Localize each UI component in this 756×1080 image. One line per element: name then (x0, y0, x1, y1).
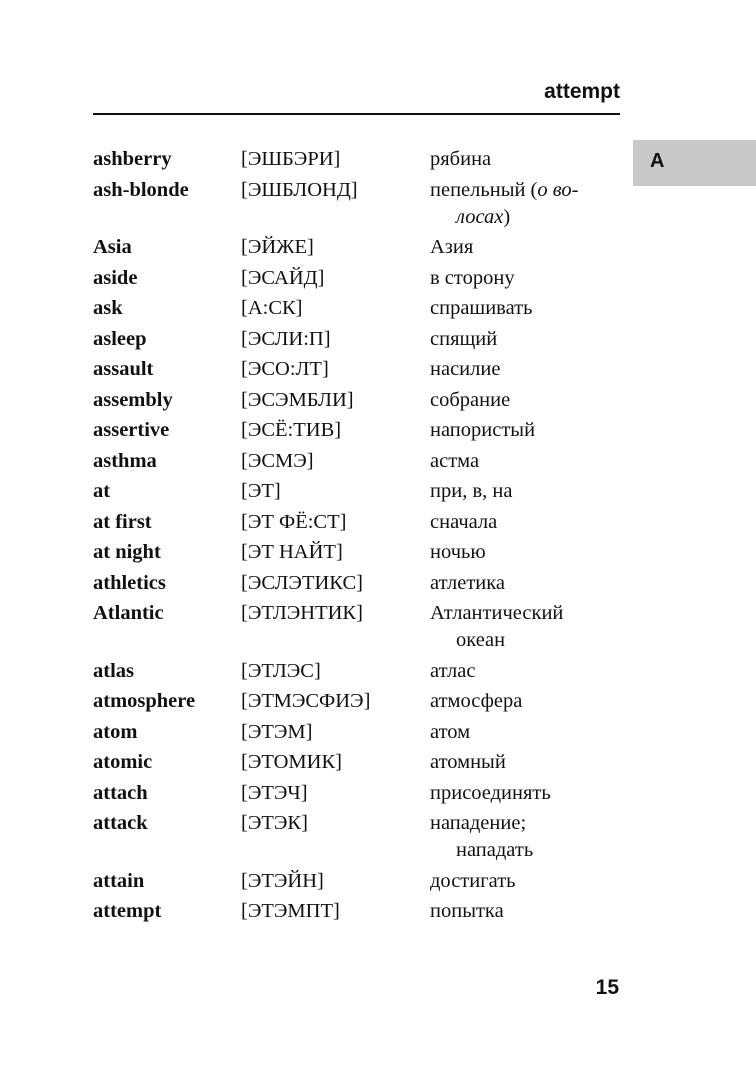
headword: ashberry (93, 148, 172, 170)
translation-line (430, 660, 475, 682)
translation-line (430, 511, 497, 533)
headword: atmosphere (93, 690, 196, 712)
pronunciation: [А:СК] (241, 297, 303, 319)
dictionary-entry (93, 868, 623, 895)
pronunciation: [ЭШБЛОНД] (241, 178, 358, 201)
translation-text: спрашивать (430, 297, 533, 319)
translation-line (430, 267, 515, 289)
dictionary-entry (93, 600, 623, 654)
dictionary-entry (93, 387, 623, 414)
translation-line (430, 419, 535, 441)
translation-line (430, 389, 510, 411)
headword: atom (93, 720, 138, 743)
dictionary-entry (93, 658, 623, 685)
page-number: 15 (595, 976, 619, 999)
translation-text: нападать (456, 839, 534, 861)
headword: attain (93, 869, 145, 892)
pronunciation: [ЭТМЭСФИЭ] (241, 690, 371, 712)
pronunciation: [ЭТ НАЙТ] (241, 541, 343, 563)
translation-line (430, 358, 500, 380)
dictionary-entry (93, 177, 623, 231)
headword: atlas (93, 659, 134, 682)
translation-line (430, 148, 491, 170)
translation-text: ) (503, 205, 511, 228)
headword: asleep (93, 327, 147, 350)
pronunciation: [ЭТЭМ] (241, 720, 313, 743)
pronunciation: [ЭТ] (241, 480, 281, 502)
dictionary-entry (93, 539, 623, 566)
dictionary-entries (93, 146, 623, 929)
translation (430, 295, 623, 322)
translation (430, 719, 623, 746)
pronunciation: [ЭТЭЙН] (241, 869, 324, 892)
translation-text: напористый (430, 419, 536, 441)
dictionary-entry (93, 810, 623, 864)
translation (430, 509, 623, 536)
translation-line (430, 782, 551, 804)
translation-text: насилие (430, 358, 501, 380)
translation-text: нападение; (430, 812, 527, 834)
translation (430, 600, 623, 654)
dictionary-entry (93, 509, 623, 536)
dictionary-entry (93, 234, 623, 261)
dictionary-entry (93, 780, 623, 807)
dictionary-entry (93, 146, 623, 173)
translation-text: атмосфера (430, 690, 523, 712)
translation (430, 810, 623, 864)
translation-line (430, 627, 623, 654)
translation (430, 570, 623, 597)
translation-line (430, 204, 623, 231)
headword: ask (93, 297, 123, 319)
translation-text: ночью (430, 541, 486, 563)
translation-line (430, 572, 505, 594)
translation-text: атлетика (430, 571, 506, 594)
translation-line (430, 870, 516, 892)
translation (430, 177, 623, 231)
header-rule (93, 113, 620, 115)
translation-text: достигать (430, 869, 516, 892)
translation-line (430, 541, 486, 563)
pronunciation: [ЭСЛИ:П] (241, 327, 331, 350)
translation-line (430, 900, 504, 922)
headword: assembly (93, 388, 173, 411)
headword: ash-blonde (93, 178, 189, 201)
pronunciation: [ЭСЁ:ТИВ] (241, 419, 342, 441)
dictionary-entry (93, 898, 623, 925)
translation-text: собрание (430, 388, 511, 411)
translation-line (430, 690, 522, 712)
running-head: attempt (544, 80, 620, 103)
translation-text: сначала (430, 510, 498, 533)
translation-line (430, 721, 470, 743)
headword: assault (93, 358, 154, 380)
pronunciation: [ЭСМЭ] (241, 449, 314, 472)
translation-text: пепельный ( (430, 178, 538, 201)
translation-note: лосах (456, 205, 504, 228)
translation-line (430, 450, 479, 472)
translation (430, 387, 623, 414)
translation-line (430, 837, 623, 864)
translation (430, 146, 623, 173)
translation-text: Азия (430, 236, 474, 258)
pronunciation: [ЭСЛЭТИКС] (241, 571, 363, 594)
pronunciation: [ЭТЭМПТ] (241, 900, 340, 922)
translation (430, 265, 623, 292)
translation (430, 234, 623, 261)
headword: asthma (93, 449, 157, 472)
pronunciation: [ЭТ ФЁ:СТ] (241, 510, 347, 533)
headword: athletics (93, 571, 166, 594)
translation-text: астма (430, 449, 480, 472)
dictionary-entry (93, 295, 623, 322)
headword: assertive (93, 419, 170, 441)
translation (430, 749, 623, 776)
translation-text: присоединять (430, 781, 551, 804)
pronunciation: [ЭТЛЭНТИК] (241, 602, 363, 624)
translation-line (430, 751, 506, 773)
translation (430, 780, 623, 807)
headword: Asia (93, 236, 132, 258)
pronunciation: [ЭТОМИК] (241, 751, 342, 773)
translation-text: спящий (430, 327, 498, 350)
translation (430, 448, 623, 475)
dictionary-entry (93, 448, 623, 475)
dictionary-entry (93, 688, 623, 715)
translation-line (430, 480, 512, 502)
translation-text: в сторону (430, 266, 515, 289)
translation-text: при, в, на (430, 480, 513, 502)
dictionary-entry (93, 417, 623, 444)
pronunciation: [ЭТЛЭС] (241, 659, 321, 682)
translation-text: атомный (430, 751, 506, 773)
headword: at first (93, 510, 152, 533)
headword: atomic (93, 751, 153, 773)
translation-line (430, 602, 563, 624)
translation-note: о во- (537, 178, 579, 201)
headword: at night (93, 541, 161, 563)
translation-text: атом (430, 720, 471, 743)
pronunciation: [ЭШБЭРИ] (241, 148, 341, 170)
translation-line (430, 328, 497, 350)
translation-line (430, 236, 473, 258)
translation (430, 658, 623, 685)
headword: attack (93, 812, 148, 834)
headword: attempt (93, 900, 162, 922)
translation (430, 539, 623, 566)
translation (430, 688, 623, 715)
section-tab (633, 140, 756, 186)
pronunciation: [ЭТЭК] (241, 812, 308, 834)
dictionary-entry (93, 570, 623, 597)
translation (430, 868, 623, 895)
dictionary-entry (93, 356, 623, 383)
pronunciation: [ЭСАЙД] (241, 266, 325, 289)
translation (430, 898, 623, 925)
translation (430, 356, 623, 383)
translation-text: Атлантический (430, 602, 564, 624)
section-letter: A (650, 150, 665, 172)
dictionary-entry (93, 265, 623, 292)
translation-text: атлас (430, 659, 476, 682)
pronunciation: [ЭЙЖЕ] (241, 236, 314, 258)
headword: at (93, 480, 111, 502)
translation (430, 417, 623, 444)
dictionary-entry (93, 326, 623, 353)
translation-text: океан (456, 629, 506, 651)
translation (430, 326, 623, 353)
translation-line (430, 297, 532, 319)
pronunciation: [ЭТЭЧ] (241, 781, 308, 804)
dictionary-entry (93, 719, 623, 746)
translation-line (430, 812, 526, 834)
pronunciation: [ЭСЭМБЛИ] (241, 388, 354, 411)
translation-text: рябина (430, 148, 492, 170)
translation (430, 478, 623, 505)
headword: attach (93, 781, 148, 804)
pronunciation: [ЭСО:ЛТ] (241, 358, 329, 380)
dictionary-entry (93, 749, 623, 776)
headword: Atlantic (93, 602, 164, 624)
dictionary-entry (93, 478, 623, 505)
translation-line (430, 179, 578, 201)
headword: aside (93, 266, 138, 289)
translation-text: попытка (430, 900, 504, 922)
